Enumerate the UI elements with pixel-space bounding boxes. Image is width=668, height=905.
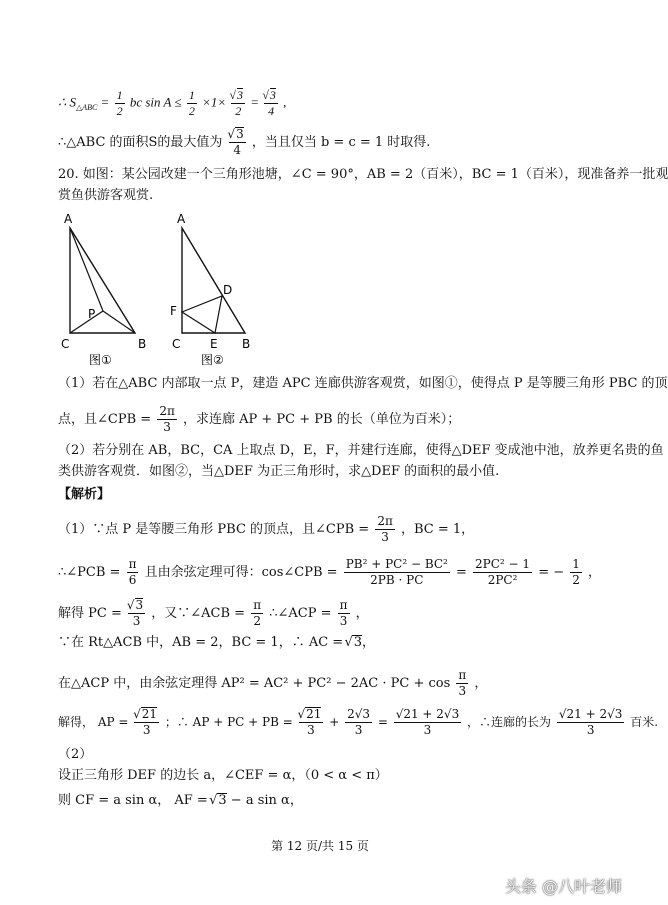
num xyxy=(134,707,159,723)
num xyxy=(128,598,145,614)
den: 2 xyxy=(572,573,580,587)
text: 在△ACP 中，由余弦定理得 AP² = AC² + PC² − 2AC · PC + cos xyxy=(58,676,451,691)
sqrt: √ 3 xyxy=(270,88,276,102)
den: 3 xyxy=(339,614,348,628)
label-p: P xyxy=(88,307,96,321)
figures xyxy=(55,208,295,368)
text: ∴∠PCB = xyxy=(58,565,125,580)
sqrt: √ 3 xyxy=(352,635,362,649)
den: 3 xyxy=(458,684,467,698)
text: ∴△ABC 的面积S的最大值为 xyxy=(58,135,223,150)
text: （1）∵点 P 是等腰三角形 PBC 的顶点，且∠CPB = xyxy=(58,522,374,537)
text: ， xyxy=(355,606,369,621)
text: ∴ S xyxy=(58,94,77,110)
num xyxy=(299,707,324,723)
triangle-abc-2 xyxy=(182,228,245,333)
fraction xyxy=(344,557,450,588)
figure-2 xyxy=(170,212,250,367)
sqrt: √ 3 xyxy=(217,793,227,807)
label-a: A xyxy=(64,212,73,226)
text: ， xyxy=(588,565,602,580)
label-b: B xyxy=(138,337,147,351)
text: 解得 PC = xyxy=(58,606,126,621)
fraction xyxy=(134,707,159,738)
fraction xyxy=(127,557,139,588)
den: 2PC² xyxy=(487,573,518,587)
den: 2PB · PC xyxy=(370,573,424,587)
area-inequality-line: ∴ $S_{\triangle ABC}$ = $\frac{1}{2}$ bc sin A ≤ $\frac{1}{2}$ ×1× √ $\frac{3}{2}$ = √ $\frac{3}{4}$ , xyxy=(58,88,286,119)
solution-part-2-label: （2） xyxy=(58,747,93,762)
text: + xyxy=(329,715,344,729)
fraction xyxy=(456,668,468,699)
text: − a sin α， xyxy=(226,793,303,808)
label-b-2: B xyxy=(242,337,251,351)
question-1-line-1: （1）若在△ABC 内部取一点 P，建造 APC 连廊供游客观赏，如图①，使得点 P 是等腰三角形 PBC 的顶 xyxy=(58,376,668,391)
label-d: D xyxy=(223,283,233,297)
num: 2PC² − 1 xyxy=(475,557,531,571)
sqrt: √ 3 xyxy=(235,127,243,141)
num: 2π xyxy=(159,404,175,418)
subscript: △ABC xyxy=(76,103,98,113)
solution-line-4 xyxy=(58,634,375,652)
den: 2 xyxy=(116,104,123,118)
num: √21 + 2√3 xyxy=(558,707,623,721)
num: π xyxy=(339,598,348,612)
fraction xyxy=(375,514,395,545)
den: 2 xyxy=(235,104,242,118)
segment-ap xyxy=(70,228,103,311)
label-a-2: A xyxy=(177,212,186,226)
den: 3 xyxy=(586,723,595,737)
den: 3 xyxy=(354,723,363,737)
fraction xyxy=(128,598,145,629)
den: 2 xyxy=(188,104,195,118)
num: PB² + PC² − BC² xyxy=(345,557,448,571)
fraction xyxy=(251,598,263,629)
num: π xyxy=(128,557,137,571)
text: ∵在 Rt△ACB 中，AB = 2，BC = 1，∴ AC = xyxy=(58,635,348,650)
fraction xyxy=(394,707,462,738)
page-footer: 第 12 页/共 15 页 xyxy=(271,839,369,853)
max-area-line xyxy=(58,127,430,158)
question-2-line-2: 类供游客观赏．如图②，当△DEF 为正三角形时，求△DEF 的面积的最小值. xyxy=(58,464,500,479)
text: , xyxy=(283,94,287,110)
analysis-heading: 【解析】 xyxy=(58,487,111,502)
text: ，∴连廊的长为 xyxy=(467,715,552,729)
fraction xyxy=(115,88,125,119)
text: 百米. xyxy=(630,715,659,729)
fraction xyxy=(345,707,372,738)
label-f: F xyxy=(170,304,177,318)
fraction xyxy=(157,404,177,435)
den: 2 xyxy=(253,614,261,628)
segment-cp xyxy=(70,311,103,333)
text: 解得， AP = xyxy=(58,715,133,729)
den: 3 xyxy=(423,723,432,737)
problem-20-line-2: 赏鱼供游客观赏. xyxy=(58,188,154,203)
caption-1: 图① xyxy=(89,353,112,367)
num: 1 xyxy=(116,88,123,102)
num: √21 + 2√3 xyxy=(395,707,460,721)
triangle-abc xyxy=(70,228,135,333)
fraction xyxy=(264,88,278,119)
num: π xyxy=(253,598,262,612)
fraction xyxy=(187,88,197,119)
num: 2√3 xyxy=(347,707,370,721)
segment-bp xyxy=(103,311,135,333)
label-e: E xyxy=(210,337,218,351)
watermark: 头条 @八叶老师 xyxy=(504,877,622,896)
solution-line-5 xyxy=(58,668,487,699)
sqrt: √ 21 xyxy=(141,707,157,721)
fraction xyxy=(557,707,625,738)
den: 3 xyxy=(142,723,151,737)
fraction xyxy=(338,598,350,629)
fraction xyxy=(473,557,532,588)
solution-line-2: ∴∠PCB = $\frac{\pi}{6}$ 且由余弦定理可得：cos∠CPB = $\frac{\text{PB² + PC² − BC²}}{2PB \cdot PC}$ = $\frac{\text{2PC² − 1}}{\text{2PC²}}$ = − $\frac{1}{2}$ ， xyxy=(58,557,602,587)
text: ， xyxy=(362,635,376,650)
num: 2π xyxy=(377,514,393,528)
text: ，当且仅当 b = c = 1 时取得. xyxy=(251,135,431,150)
solution-line-3 xyxy=(58,598,369,629)
text: = xyxy=(456,565,472,580)
text: ∴∠ACP = xyxy=(269,606,336,621)
fraction xyxy=(299,707,324,738)
den: 3 xyxy=(163,420,171,434)
fraction xyxy=(231,88,245,119)
num xyxy=(229,127,246,143)
text: 则 CF = a sin α， AF = xyxy=(58,793,212,808)
solution-line-1 xyxy=(58,514,474,545)
text: ， xyxy=(474,676,488,691)
num xyxy=(264,88,278,104)
text: = xyxy=(97,94,113,110)
text: ；∴ AP + PC + PB = xyxy=(164,715,297,729)
fraction xyxy=(229,127,246,158)
num: 1 xyxy=(188,88,195,102)
sqrt: √ 3 xyxy=(135,598,143,612)
den: 4 xyxy=(268,104,275,118)
text: 点，且∠CPB = xyxy=(58,412,156,427)
problem-20-line-1: 20. 如图：某公园改建一个三角形池塘，∠C = 90°，AB = 2（百米），BC = 1（百米），现准备养一批观 xyxy=(58,167,668,182)
text: bc sin A ≤ xyxy=(129,94,185,110)
den: 3 xyxy=(381,530,389,544)
triangle-def xyxy=(182,296,222,333)
den: 6 xyxy=(128,573,137,587)
den: 3 xyxy=(307,723,315,737)
sqrt: √ 21 xyxy=(305,707,321,721)
question-2-line-1: （2）若分别在 AB，BC，CA 上取点 D，E，F，并建行连廊，使得△DEF 变成池中池，放养更名贵的鱼 xyxy=(58,443,664,458)
text: 且由余弦定理可得：cos∠CPB = xyxy=(144,565,342,580)
label-c-2: C xyxy=(172,337,181,351)
solution-line-8: 设正三角形 DEF 的边长 a，∠CEF = α，（0 < α < π） xyxy=(58,768,388,783)
text: ，BC = 1， xyxy=(401,522,475,537)
den: 3 xyxy=(132,614,141,628)
solution-line-6: 解得， AP = √ $\frac{21}{3}$ ；∴ AP + PC + PB = √ $\frac{21}{3}$ + $\frac{2√3}{3}$ = $\frac{√21 + 2√3}{3}$ ，∴连廊的长为 $\frac{√21 + 2√3}{3}$ 百米. xyxy=(58,707,658,738)
num: π xyxy=(458,668,467,682)
sqrt: √ 3 xyxy=(237,88,243,102)
question-1-line-2 xyxy=(58,404,460,435)
num: 1 xyxy=(572,557,580,571)
text: ，求连廊 AP + PC + PB 的长（单位为百米）； xyxy=(182,412,461,427)
fraction xyxy=(570,557,582,588)
label-c: C xyxy=(61,337,70,351)
text: ×1× xyxy=(202,94,227,110)
den: 4 xyxy=(233,143,241,157)
text: ，又∵∠ACB = xyxy=(151,606,250,621)
figure-1 xyxy=(61,212,146,367)
caption-2: 图② xyxy=(201,353,224,367)
num xyxy=(231,88,245,104)
solution-line-9 xyxy=(58,792,303,810)
